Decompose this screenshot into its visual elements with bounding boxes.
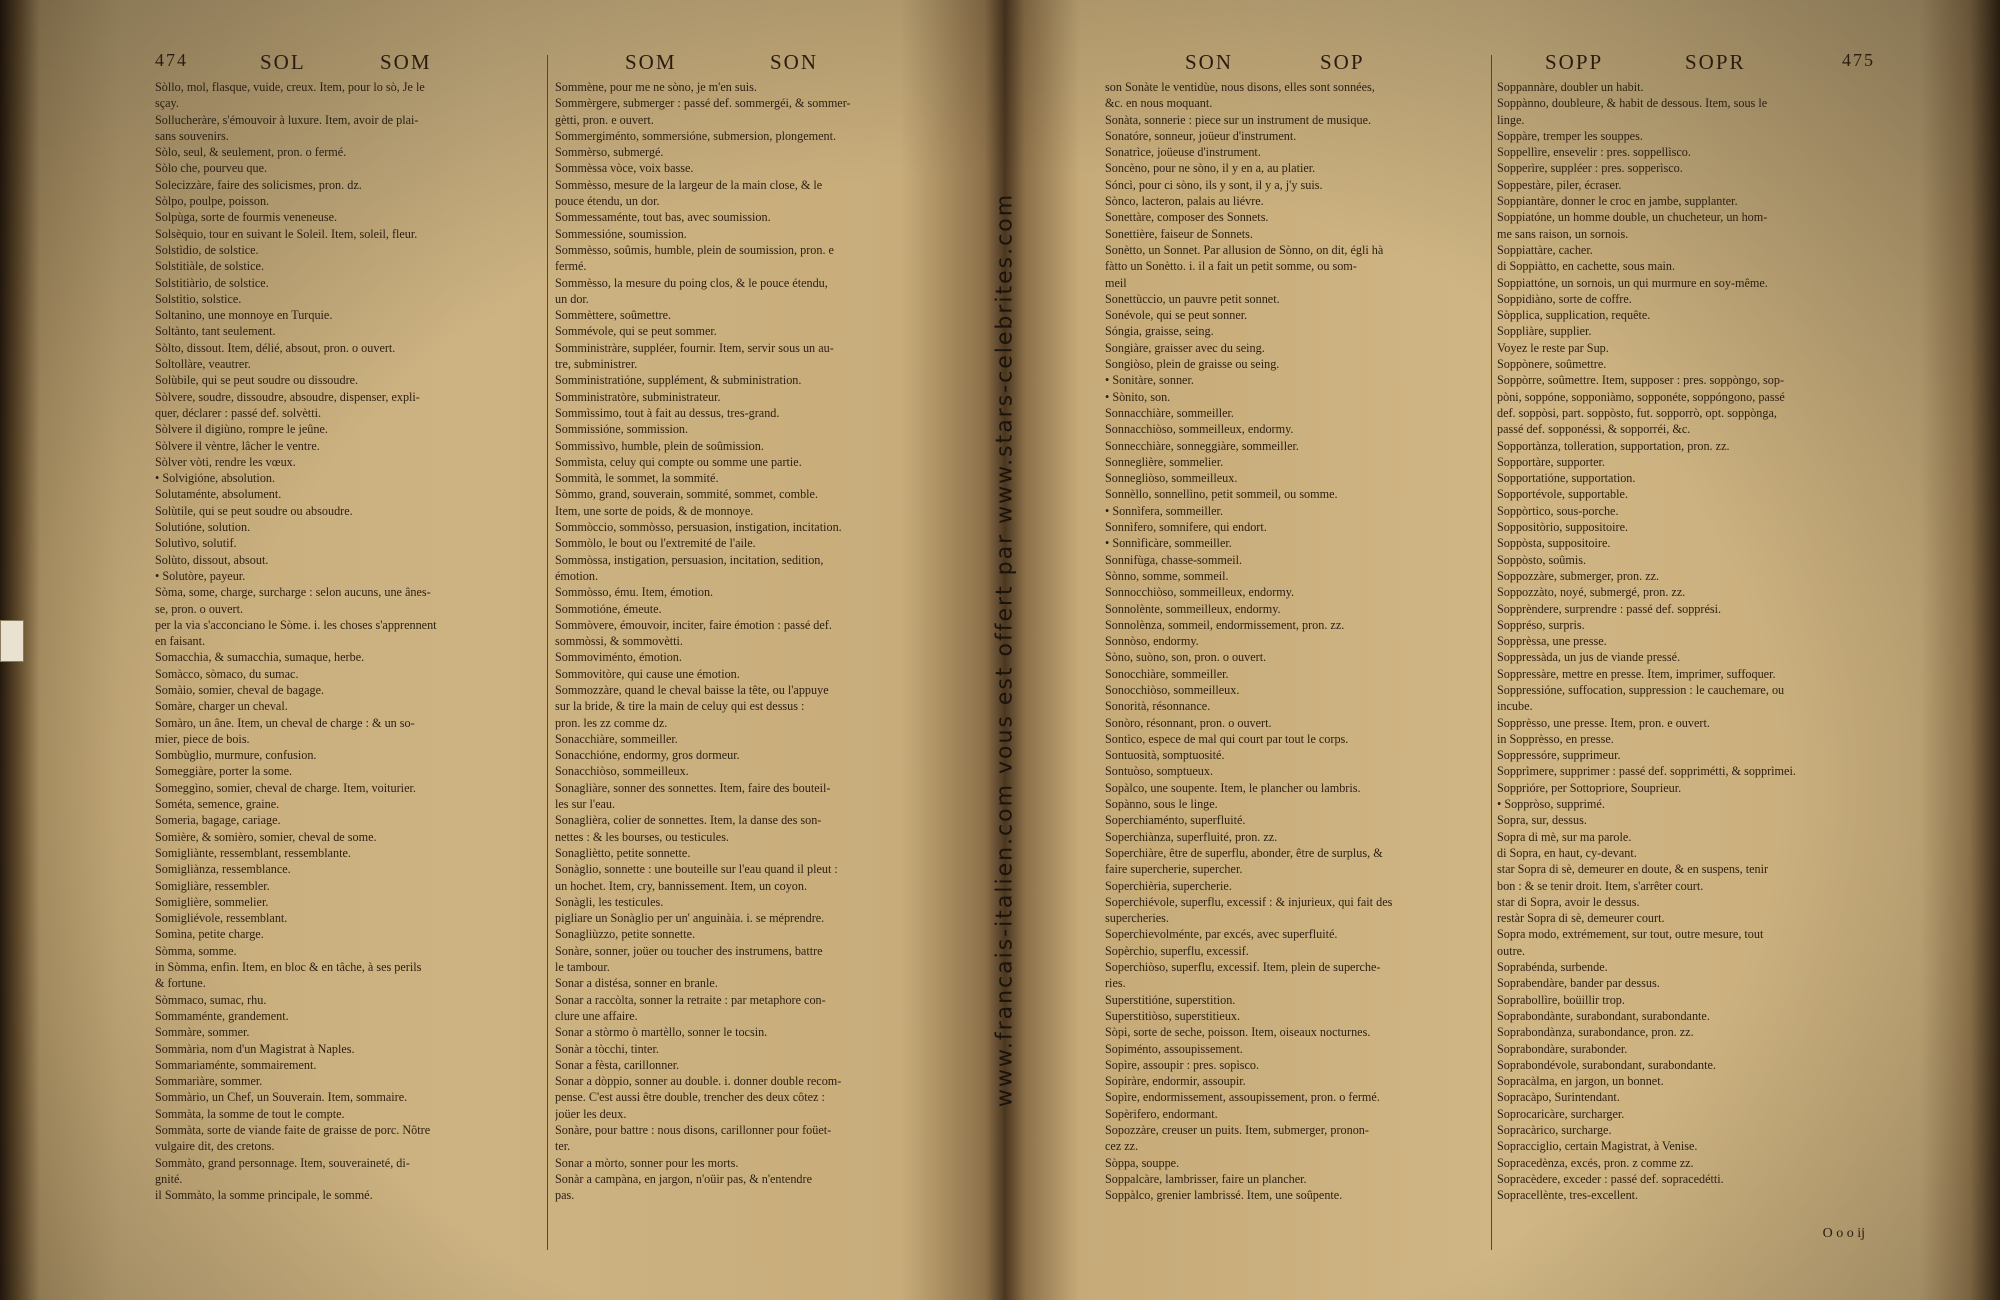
- dictionary-line: Sòpi, sorte de seche, poisson. Item, oiseaux nocturnes.: [1105, 1025, 1371, 1040]
- dictionary-line: Soppòrtico, sous-porche.: [1497, 503, 1619, 518]
- dictionary-line: di Soppiàtto, en cachette, sous main.: [1497, 259, 1676, 274]
- dictionary-line: Soppozzàre, submerger, pron. zz.: [1497, 568, 1660, 583]
- dictionary-line: Sommàta, la somme de tout le compte.: [155, 1106, 345, 1121]
- dictionary-line: incube.: [1497, 699, 1533, 714]
- dictionary-line: Soppalcàre, lambrisser, faire un plancher.: [1105, 1171, 1307, 1186]
- dictionary-line: Sonévole, qui se peut sonner.: [1105, 308, 1248, 323]
- dictionary-line: Sopracciglio, certain Magistrat, à Venise.: [1497, 1139, 1698, 1154]
- dictionary-line: Sòlvere il vèntre, lâcher le ventre.: [155, 438, 320, 453]
- dictionary-line: Someggiàre, porter la some.: [155, 764, 293, 779]
- dictionary-line: Sòpplica, supplication, requête.: [1497, 308, 1651, 323]
- dictionary-line: Sonacchiòso, sommeilleux.: [555, 764, 689, 779]
- dictionary-line: ries.: [1105, 976, 1126, 991]
- dictionary-line: clure une affaire.: [555, 1008, 638, 1023]
- dictionary-line: Sòlvere il digiùno, rompre le jeûne.: [155, 422, 328, 437]
- dictionary-line: Sommovitòre, qui cause une émotion.: [555, 666, 740, 681]
- dictionary-line: Sonnecchiàre, sonneggiàre, sommeiller.: [1105, 438, 1299, 453]
- dictionary-line: Sopprèndere, surprendre : passé def. sopprési.: [1497, 601, 1722, 616]
- dictionary-line: Solstitiàle, de solstice.: [155, 259, 264, 274]
- dictionary-line: Sòlo che, pourveu que.: [155, 161, 268, 176]
- dictionary-line: Sommèsso, soûmis, humble, plein de soumission, pron. e: [555, 242, 834, 257]
- dictionary-line: Soprabondévole, surabondant, surabondante.: [1497, 1057, 1716, 1072]
- dictionary-line: Sommità, le sommet, la sommité.: [555, 471, 719, 486]
- dictionary-line: Somigliàre, ressembler.: [155, 878, 270, 893]
- dictionary-line: Sommèrgere, submerger : passé def. sommergéi, & sommer-: [555, 96, 851, 111]
- dictionary-line: Superstitióne, superstition.: [1105, 992, 1236, 1007]
- dictionary-line: Sommaménte, grandement.: [155, 1008, 289, 1023]
- dictionary-line: sommòssi, & sommovètti.: [555, 634, 683, 649]
- dictionary-line: Sopra di mè, sur ma parole.: [1497, 829, 1632, 844]
- dictionary-line: Soperchiaménto, superfluité.: [1105, 813, 1246, 828]
- dictionary-line: Sonnèllo, sonnellìno, petit sommeil, ou somme.: [1105, 487, 1338, 502]
- dictionary-line: Sonnifùga, chasse-sommeil.: [1105, 552, 1243, 567]
- dictionary-line: Sòllo, mol, flasque, vuide, creux. Item, pour lo sò, Je le: [155, 80, 425, 94]
- dictionary-line: Sopèrifero, endormant.: [1105, 1106, 1218, 1121]
- dictionary-line: Sonettàre, composer des Sonnets.: [1105, 210, 1269, 225]
- dictionary-line: Soprabollìre, boüillir trop.: [1497, 992, 1625, 1007]
- dictionary-line: Sopprèsso, une presse. Item, pron. e ouvert.: [1497, 715, 1710, 730]
- dictionary-line: Sòmma, somme.: [155, 943, 237, 958]
- dictionary-line: Sommòvere, émouvoir, inciter, faire émotion : passé def.: [555, 617, 832, 632]
- dictionary-line: Sommèsso, mesure de la largeur de la main close, & le: [555, 177, 823, 192]
- dictionary-line: Sommòccio, sommòsso, persuasion, instigation, incitation.: [555, 520, 842, 535]
- dictionary-line: sur la bride, & tire la main de celuy qui est dessus :: [555, 699, 805, 714]
- dictionary-line: linge.: [1497, 112, 1525, 127]
- dictionary-line: Sommessióne, soumission.: [555, 226, 687, 241]
- dictionary-line: Sommòlo, le bout ou l'extremité de l'aile.: [555, 536, 756, 551]
- dictionary-line: me sans raison, un sornois.: [1497, 226, 1629, 241]
- dictionary-line: di Sopra, en haut, cy-devant.: [1497, 845, 1637, 860]
- dictionary-line: Soprabondànza, surabondance, pron. zz.: [1497, 1025, 1694, 1040]
- dictionary-line: pòni, soppóne, sopponiàmo, sopponéte, soppóngono, passé: [1497, 389, 1785, 404]
- dictionary-line: • Sonnìfera, sommeiller.: [1105, 503, 1223, 518]
- right-head-4: SOPR: [1685, 50, 1746, 74]
- dictionary-line: Sopàlco, une soupente. Item, le plancher ou lambris.: [1105, 780, 1361, 795]
- dictionary-line: Sònco, lacteron, palais au liévre.: [1105, 194, 1264, 209]
- dictionary-line: Sonnìfero, somnifere, qui endort.: [1105, 520, 1267, 535]
- right-head-3: SOPP: [1545, 50, 1604, 74]
- dictionary-line: Somàre, charger un cheval.: [155, 699, 288, 714]
- dictionary-line: Sonàr a tòcchi, tinter.: [555, 1041, 659, 1056]
- dictionary-line: Superstitiòso, superstitieux.: [1105, 1008, 1241, 1023]
- dictionary-line: pigliare un Sonàglio per un' anguinàia. i. se méprendre.: [555, 911, 825, 926]
- dictionary-line: Solstitiàrio, de solstice.: [155, 275, 269, 290]
- dictionary-line: Sommissìvo, humble, plein de soûmission.: [555, 438, 764, 453]
- dictionary-line: Sonorità, résonnance.: [1105, 699, 1211, 714]
- dictionary-line: Sommìsta, celuy qui compte ou somme une partie.: [555, 454, 802, 469]
- dictionary-line: Soperchievolménte, par excés, avec superfluité.: [1105, 927, 1338, 942]
- dictionary-line: Soppànno, doubleure, & habit de dessous. Item, sous le: [1497, 96, 1768, 111]
- dictionary-line: Sopportànza, tolleration, supportation, pron. zz.: [1497, 438, 1730, 453]
- dictionary-line: Solùto, dissout, absout.: [155, 552, 269, 567]
- dictionary-line: Sonàgli, les testicules.: [555, 894, 664, 909]
- dictionary-line: Somigliévole, ressemblant.: [155, 911, 288, 926]
- right-head-1: SON: [1185, 50, 1234, 74]
- dictionary-line: Sonatóre, sonneur, joüeur d'instrument.: [1105, 128, 1297, 143]
- dictionary-line: Soltànto, tant seulement.: [155, 324, 276, 339]
- dictionary-line: Sopracedènza, excés, pron. z comme zz.: [1497, 1155, 1694, 1170]
- dictionary-line: pouce étendu, un dor.: [555, 194, 660, 209]
- right-column-2: [1497, 79, 1875, 1270]
- dictionary-line: Soprabénda, surbende.: [1497, 960, 1608, 975]
- dictionary-line: Sollucheràre, s'émouvoir à luxure. Item, avoir de plai-: [155, 112, 419, 127]
- dictionary-line: Sommèsso, la mesure du poing clos, & le pouce étendu,: [555, 275, 828, 290]
- column-rule: [547, 55, 548, 1250]
- dictionary-line: Solutìvo, solutif.: [155, 536, 237, 551]
- dictionary-line: Sométa, semence, graine.: [155, 797, 280, 812]
- dictionary-line: un hochet. Item, cry, bannissement. Item, un coyon.: [555, 878, 808, 893]
- dictionary-line: Sommozzàre, quand le cheval baisse la tête, ou l'appuye: [555, 682, 829, 697]
- dictionary-line: Soppiatóne, un homme double, un chucheteur, un hom-: [1497, 210, 1768, 225]
- dictionary-line: Soltanìno, une monnoye en Turquie.: [155, 308, 333, 323]
- dictionary-line: Soppressóre, supprimeur.: [1497, 748, 1621, 763]
- dictionary-line: il Sommàto, la somme principale, le sommé.: [155, 1188, 373, 1203]
- left-head-4: SON: [770, 50, 819, 74]
- dictionary-line: Sonnocchiòso, sommeilleux, endormy.: [1105, 585, 1295, 600]
- dictionary-line: Sonagliàre, sonner des sonnettes. Item, faire des bouteil-: [555, 780, 831, 795]
- dictionary-line: les sur l'eau.: [555, 797, 616, 812]
- dictionary-line: Sonnolènte, sommeilleux, endormy.: [1105, 601, 1281, 616]
- dictionary-line: Sopperìre, suppléer : pres. sopperìsco.: [1497, 161, 1683, 176]
- dictionary-line: Solùtile, qui se peut soudre ou absoudre.: [155, 503, 353, 518]
- dictionary-line: restàr Sopra di sè, demeurer court.: [1497, 911, 1665, 926]
- page-number-right: 475: [1842, 50, 1875, 70]
- left-column-2: [555, 79, 920, 1270]
- dictionary-line: & fortune.: [155, 976, 206, 991]
- dictionary-line: Soppliàre, supplier.: [1497, 324, 1592, 339]
- dictionary-line: Sommàta, sorte de viande faite de graisse de porc. Nôtre: [155, 1123, 431, 1137]
- dictionary-line: Sontuosità, somptuosité.: [1105, 748, 1225, 763]
- dictionary-line: Sonettière, faiseur de Sonnets.: [1105, 226, 1253, 241]
- dictionary-line: Sòppa, souppe.: [1105, 1155, 1180, 1170]
- dictionary-line: Sonacchióne, endormy, gros dormeur.: [555, 748, 740, 763]
- dictionary-line: star Sopra di sè, demeurer en doute, & en suspens, tenir: [1497, 862, 1769, 877]
- dictionary-line: son Sonàte le ventidùe, nous disons, elles sont sonnées,: [1105, 80, 1375, 94]
- dictionary-line: Someggìno, somier, cheval de charge. Item, voiturier.: [155, 780, 416, 795]
- dictionary-line: Sommariàre, sommer.: [155, 1074, 263, 1089]
- dictionary-line: Sommèssa vòce, voix basse.: [555, 161, 694, 176]
- dictionary-line: Sommotióne, émeute.: [555, 601, 662, 616]
- dictionary-line: Soppiantàre, donner le croc en jambe, supplanter.: [1497, 194, 1738, 209]
- dictionary-line: Sommergiménto, sommersióne, submersion, plongement.: [555, 128, 837, 143]
- right-head-2: SOP: [1320, 50, 1365, 74]
- dictionary-line: Sopportévole, supportable.: [1497, 487, 1628, 502]
- dictionary-line: • Solutòre, payeur.: [155, 568, 246, 583]
- dictionary-line: Sommìssimo, tout à fait au dessus, tres-grand.: [555, 405, 780, 420]
- dictionary-line: Sonar a fèsta, carillonner.: [555, 1057, 680, 1072]
- dictionary-line: Sonòro, résonnant, pron. o ouvert.: [1105, 715, 1272, 730]
- signature-mark: O o o ij: [1822, 1226, 1865, 1241]
- left-page: [155, 45, 920, 1270]
- dictionary-line: def. soppòsi, part. soppòsto, fut. sopporrò, opt. soppònga,: [1497, 405, 1777, 420]
- dictionary-line: Sóngia, graisse, seing.: [1105, 324, 1214, 339]
- dictionary-line: Sopìre, endormissement, assoupissement, pron. o fermé.: [1105, 1090, 1380, 1105]
- dictionary-line: Somàro, un âne. Item, un cheval de charge : & un so-: [155, 715, 415, 730]
- dictionary-line: Sopozzàre, creuser un puits. Item, submerger, pronon-: [1105, 1123, 1369, 1137]
- dictionary-line: Somigliànte, ressemblant, ressemblante.: [155, 845, 351, 860]
- dictionary-line: Sopracàpo, Surintendant.: [1497, 1090, 1620, 1105]
- dictionary-line: Soppellìre, ensevelir : pres. soppellìsco.: [1497, 145, 1691, 160]
- dictionary-line: nettes : & les bourses, ou testicules.: [555, 829, 729, 844]
- dictionary-line: Sonocchiàre, sommeiller.: [1105, 666, 1229, 681]
- dictionary-line: Somìna, petite charge.: [155, 927, 264, 942]
- dictionary-line: Sopiménto, assoupissement.: [1105, 1041, 1243, 1056]
- dictionary-line: Sopprìmere, supprimer : passé def. sopprimétti, & sopprìmei.: [1497, 764, 1796, 779]
- dictionary-line: Solutióne, solution.: [155, 520, 251, 535]
- dictionary-line: Sopprióre, per Sottopriore, Souprieur.: [1497, 780, 1682, 795]
- watermark: [990, 192, 1020, 1108]
- dictionary-line: Soppressióne, suffocation, suppression : le cauchemare, ou: [1497, 682, 1785, 697]
- dictionary-line: cez zz.: [1105, 1139, 1139, 1154]
- dictionary-line: un dor.: [555, 291, 589, 306]
- dictionary-line: quer, déclarer : passé def. solvètti.: [155, 405, 322, 420]
- dictionary-line: Sòlto, dissout. Item, délié, absout, pron. o ouvert.: [155, 340, 396, 355]
- dictionary-line: Sonàre, pour battre : nous disons, carillonner pour foüet-: [555, 1123, 832, 1137]
- dictionary-line: Soppiattàre, cacher.: [1497, 242, 1593, 257]
- dictionary-line: Sòno, suòno, son, pron. o ouvert.: [1105, 650, 1267, 665]
- dictionary-line: Soncèno, pour ne sòno, il y en a, au platier.: [1105, 161, 1316, 176]
- dictionary-line: Sopìre, assoupir : pres. sopìsco.: [1105, 1057, 1260, 1072]
- dictionary-line: ter.: [555, 1139, 571, 1154]
- dictionary-line: Sonettùccio, un pauvre petit sonnet.: [1105, 291, 1280, 306]
- page-number-left: 474: [155, 50, 188, 70]
- dictionary-line: Sommissióne, sommission.: [555, 422, 689, 437]
- dictionary-line: Sopportatióne, supportation.: [1497, 471, 1636, 486]
- dictionary-line: in Sòmma, enfin. Item, en bloc & en tâche, à ses perils: [155, 960, 422, 975]
- dictionary-line: • Sonitàre, sonner.: [1105, 373, 1194, 388]
- dictionary-line: vulgaire dit, des cretons.: [155, 1139, 275, 1154]
- dictionary-line: Solsèquio, tour en suivant le Soleil. Item, soleil, fleur.: [155, 226, 418, 241]
- dictionary-line: pron. les zz comme dz.: [555, 715, 668, 730]
- dictionary-line: faire supercherie, supercher.: [1105, 862, 1243, 877]
- dictionary-line: Sonètto, un Sonnet. Par allusion de Sònno, on dit, égli hà: [1105, 242, 1384, 257]
- dictionary-line: Sopèrchio, superflu, excessif.: [1105, 943, 1249, 958]
- dictionary-line: Sonocchiòso, sommeilleux.: [1105, 682, 1240, 697]
- dictionary-line: Solutaménte, absolument.: [155, 487, 282, 502]
- dictionary-line: Sonaglièra, colier de sonnettes. Item, la danse des son-: [555, 813, 822, 828]
- dictionary-line: pense. C'est aussi être double, trencher des deux côtez :: [555, 1090, 825, 1105]
- dictionary-line: Sommàto, grand personnage. Item, souveraineté, di-: [155, 1155, 410, 1170]
- dictionary-line: Sonar a mòrto, sonner pour les morts.: [555, 1155, 739, 1170]
- dictionary-line: Sommessaménte, tout bas, avec soumission.: [555, 210, 771, 225]
- dictionary-line: Sommòsso, ému. Item, émotion.: [555, 585, 714, 600]
- dictionary-line: Sonneglière, sommelier.: [1105, 454, 1224, 469]
- dictionary-line: Sòlver vòti, rendre les vœux.: [155, 454, 296, 469]
- dictionary-line: bon : & se tenir droit. Item, s'arrêter court.: [1497, 878, 1704, 893]
- dictionary-line: Sonagliùzzo, petite sonnette.: [555, 927, 696, 942]
- dictionary-line: Sonnòso, endormy.: [1105, 634, 1199, 649]
- dictionary-line: Sopprèssa, une presse.: [1497, 634, 1607, 649]
- dictionary-line: Somministràre, suppléer, fournir. Item, servir sous un au-: [555, 340, 834, 355]
- dictionary-line: Soperchiévole, superflu, excessif : & injurieux, qui fait des: [1105, 894, 1393, 909]
- dictionary-line: gnité.: [155, 1171, 183, 1186]
- dictionary-line: Sonàta, sonnerie : piece sur un instrument de musique.: [1105, 112, 1372, 127]
- dictionary-line: &c. en nous moquant.: [1105, 96, 1213, 111]
- dictionary-line: Sopracàlma, en jargon, un bonnet.: [1497, 1074, 1664, 1089]
- dictionary-line: Songiàre, graisser avec du seing.: [1105, 340, 1265, 355]
- watermark-text: www.francais-italien.com vous est offert par www.stars-celebrites.com: [992, 192, 1018, 1108]
- dictionary-line: Soppòsto, soûmis.: [1497, 552, 1587, 567]
- dictionary-line: Soppozzàto, noyé, submergé, pron. zz.: [1497, 585, 1686, 600]
- dictionary-line: Sòlpo, poulpe, poisson.: [155, 194, 270, 209]
- dictionary-line: mier, piece de bois.: [155, 731, 250, 746]
- dictionary-line: Soperchiòso, superflu, excessif. Item, plein de superche-: [1105, 960, 1381, 975]
- dictionary-line: Sonàre, sonner, joüer ou toucher des instrumens, battre: [555, 943, 823, 958]
- dictionary-line: Soltollàre, veautrer.: [155, 357, 251, 372]
- dictionary-line: • Sonnìficàre, sommeiller.: [1105, 536, 1232, 551]
- dictionary-line: Soppressàre, mettre en presse. Item, imprimer, suffoquer.: [1497, 666, 1776, 681]
- dictionary-line: Somacchia, & sumacchia, sumaque, herbe.: [155, 650, 365, 665]
- dictionary-line: Sontìco, espece de mal qui court par tout le corps.: [1105, 731, 1349, 746]
- dictionary-line: tre, subministrer.: [555, 357, 638, 372]
- right-column-1: [1105, 79, 1483, 1270]
- dictionary-line: Sopra modo, extrémement, sur tout, outre mesure, tout: [1497, 927, 1764, 942]
- dictionary-line: Sonar a stòrmo ò martèllo, sonner le tocsin.: [555, 1025, 768, 1040]
- dictionary-line: Somàcco, sòmaco, du sumac.: [155, 666, 299, 681]
- dictionary-line: Sonnolènza, sommeil, endormissement, pron. zz.: [1105, 617, 1345, 632]
- dictionary-line: Songiòso, plein de graisse ou seing.: [1105, 357, 1280, 372]
- right-page: [1105, 45, 1875, 1270]
- dictionary-line: Soprabendàre, bander par dessus.: [1497, 976, 1660, 991]
- dictionary-line: Somigliànza, ressemblance.: [155, 862, 291, 877]
- dictionary-line: Sommòssa, instigation, persuasion, incitation, sedition,: [555, 552, 824, 567]
- dictionary-line: Sonàglio, sonnette : une bouteille sur l'eau quand il pleut :: [555, 862, 838, 877]
- dictionary-line: Sombùglio, murmure, confusion.: [155, 748, 317, 763]
- dictionary-line: Sonnacchiòso, sommeilleux, endormy.: [1105, 422, 1294, 437]
- dictionary-line: Sonnacchiàre, sommeiller.: [1105, 405, 1234, 420]
- dictionary-line: Sommoviménto, émotion.: [555, 650, 682, 665]
- dictionary-line: Sontuòso, somptueux.: [1105, 764, 1214, 779]
- dictionary-line: Sopra, sur, dessus.: [1497, 813, 1587, 828]
- dictionary-line: Soperchièria, supercherie.: [1105, 878, 1232, 893]
- dictionary-line: meil: [1105, 275, 1127, 290]
- left-head-3: SOM: [625, 50, 677, 74]
- dictionary-line: Somàio, somier, cheval de bagage.: [155, 682, 325, 697]
- dictionary-line: Someria, bagage, cariage.: [155, 813, 281, 828]
- dictionary-line: Soprocaricàre, surcharger.: [1497, 1106, 1625, 1121]
- dictionary-line: Voyez le reste par Sup.: [1497, 340, 1609, 355]
- dictionary-line: Soppònere, soûmettre.: [1497, 357, 1607, 372]
- dictionary-line: Soperchiànza, superfluité, pron. zz.: [1105, 829, 1278, 844]
- dictionary-line: Soperchiàre, être de superflu, abonder, être de surplus, &: [1105, 845, 1383, 860]
- dictionary-line: passé def. sopponéssi, & sopporréi, &c.: [1497, 422, 1691, 437]
- dictionary-line: fàtto un Sonètto. i. il a fait un petit somme, ou som-: [1105, 259, 1357, 274]
- dictionary-line: Soppòsta, suppositoire.: [1497, 536, 1611, 551]
- dictionary-line: Soprabondàre, surabonder.: [1497, 1041, 1628, 1056]
- dictionary-line: Soppàre, tremper les souppes.: [1497, 128, 1643, 143]
- dictionary-line: Soppannàre, doubler un habit.: [1497, 80, 1644, 94]
- dictionary-line: gètti, pron. e ouvert.: [555, 112, 654, 127]
- dictionary-line: sçay.: [155, 96, 179, 111]
- dictionary-line: Soppestàre, piler, écraser.: [1497, 177, 1622, 192]
- dictionary-line: Sonatrìce, joüeuse d'instrument.: [1105, 145, 1261, 160]
- dictionary-line: Sòlvere, soudre, dissoudre, absoudre, dispenser, expli-: [155, 389, 420, 404]
- dictionary-line: supercheries.: [1105, 911, 1169, 926]
- dictionary-line: Soppréso, surpris.: [1497, 617, 1585, 632]
- dictionary-line: Somministratòre, subministrateur.: [555, 389, 721, 404]
- dictionary-line: star di Sopra, avoir le dessus.: [1497, 894, 1640, 909]
- dictionary-line: Sonagliètto, petite sonnette.: [555, 845, 691, 860]
- dictionary-line: Sopànno, sous le linge.: [1105, 797, 1218, 812]
- dictionary-line: se, pron. o ouvert.: [155, 601, 244, 616]
- dictionary-line: pas.: [555, 1188, 575, 1203]
- dictionary-line: Sopiràre, endormir, assoupir.: [1105, 1074, 1246, 1089]
- dictionary-line: Sonnegliòso, sommeilleux.: [1105, 471, 1238, 486]
- bookmark-tab: [0, 620, 24, 662]
- dictionary-line: fermé.: [555, 259, 587, 274]
- dictionary-line: in Sopprèsso, en presse.: [1497, 731, 1614, 746]
- dictionary-line: Sommàre, sommer.: [155, 1025, 250, 1040]
- left-head-2: SOM: [380, 50, 432, 74]
- dictionary-line: Sònno, somme, sommeil.: [1105, 568, 1229, 583]
- dictionary-line: Solstìdio, de solstice.: [155, 242, 259, 257]
- dictionary-line: émotion.: [555, 568, 598, 583]
- left-head-1: SOL: [260, 50, 306, 74]
- dictionary-line: Soprabondànte, surabondant, surabondante.: [1497, 1008, 1710, 1023]
- dictionary-line: Soppressàda, un jus de viande pressé.: [1497, 650, 1681, 665]
- dictionary-line: outre.: [1497, 943, 1526, 958]
- dictionary-line: Sonar a dòppio, sonner au double. i. donner double recom-: [555, 1074, 842, 1089]
- dictionary-line: le tambour.: [555, 960, 610, 975]
- dictionary-line: Sopracèdere, exceder : passé def. sopracedétti.: [1497, 1171, 1724, 1186]
- dictionary-line: per la via s'acconciano le Sòme. i. les choses s'apprennent: [155, 617, 437, 632]
- dictionary-line: Sommèttere, soûmettre.: [555, 308, 672, 323]
- dictionary-line: Sopportàre, supporter.: [1497, 454, 1605, 469]
- dictionary-line: Solecizzàre, faire des solicismes, pron. dz.: [155, 177, 362, 192]
- dictionary-line: Sóncì, pour ci sòno, ils y sont, il y a, j'y suis.: [1105, 177, 1323, 192]
- dictionary-line: Sonar a raccòlta, sonner la retraite : par metaphore con-: [555, 992, 826, 1007]
- dictionary-line: Sopracàrico, surcharge.: [1497, 1123, 1612, 1137]
- left-column-1: [155, 79, 537, 1270]
- dictionary-line: en faisant.: [155, 634, 206, 649]
- dictionary-line: Soppositòrio, suppositoire.: [1497, 520, 1629, 535]
- dictionary-line: Somière, & somièro, somier, cheval de some.: [155, 829, 377, 844]
- dictionary-line: Sommariaménte, sommairement.: [155, 1057, 317, 1072]
- dictionary-line: Sonàr a campàna, en jargon, n'oüir pas, & n'entendre: [555, 1171, 812, 1186]
- column-rule: [1491, 55, 1492, 1250]
- dictionary-line: Sommàrio, un Chef, un Souverain. Item, sommaire.: [155, 1090, 408, 1105]
- dictionary-line: Somiglière, sommelier.: [155, 894, 269, 909]
- dictionary-line: Sommène, pour me ne sòno, je m'en suis.: [555, 80, 757, 94]
- dictionary-line: Sopracellènte, tres-excellent.: [1497, 1188, 1639, 1203]
- dictionary-line: Soppidiàno, sorte de coffre.: [1497, 291, 1632, 306]
- dictionary-line: Sonar a distésa, sonner en branle.: [555, 976, 718, 991]
- dictionary-line: • Solvigióne, absolution.: [155, 471, 276, 486]
- dictionary-line: Sòmmaco, sumac, rhu.: [155, 992, 267, 1007]
- dictionary-line: • Soppròso, supprimé.: [1497, 797, 1605, 812]
- dictionary-line: Item, une sorte de poids, & de monnoye.: [555, 503, 754, 518]
- dictionary-line: Soppòrre, soûmettre. Item, supposer : pres. soppòngo, sop-: [1497, 373, 1785, 388]
- dictionary-line: Solstìtio, solstice.: [155, 291, 242, 306]
- dictionary-line: Sòlo, seul, & seulement, pron. o fermé.: [155, 145, 347, 160]
- dictionary-line: Sommévole, qui se peut sommer.: [555, 324, 717, 339]
- dictionary-line: sans souvenirs.: [155, 128, 229, 143]
- dictionary-line: Sòmmo, grand, souverain, sommité, sommet, comble.: [555, 487, 819, 502]
- dictionary-line: Solpùga, sorte de fourmis veneneuse.: [155, 210, 338, 225]
- dictionary-line: Sommària, nom d'un Magistrat à Naples.: [155, 1041, 355, 1056]
- dictionary-line: Soppàlco, grenier lambrissé. Item, une soûpente.: [1105, 1188, 1343, 1203]
- dictionary-line: Sonacchiàre, sommeiller.: [555, 731, 678, 746]
- dictionary-line: Sòma, some, charge, surcharge : selon aucuns, une ânes-: [155, 585, 431, 600]
- dictionary-line: joüer les deux.: [555, 1106, 627, 1121]
- dictionary-line: Solùbile, qui se peut soudre ou dissoudre.: [155, 373, 359, 388]
- dictionary-line: Soppiattóne, un sornois, un qui murmure en soy-même.: [1497, 275, 1768, 290]
- dictionary-line: Sommèrso, submergé.: [555, 145, 664, 160]
- dictionary-line: Somministratióne, supplément, & subministration.: [555, 373, 802, 388]
- dictionary-line: • Sònito, son.: [1105, 389, 1171, 404]
